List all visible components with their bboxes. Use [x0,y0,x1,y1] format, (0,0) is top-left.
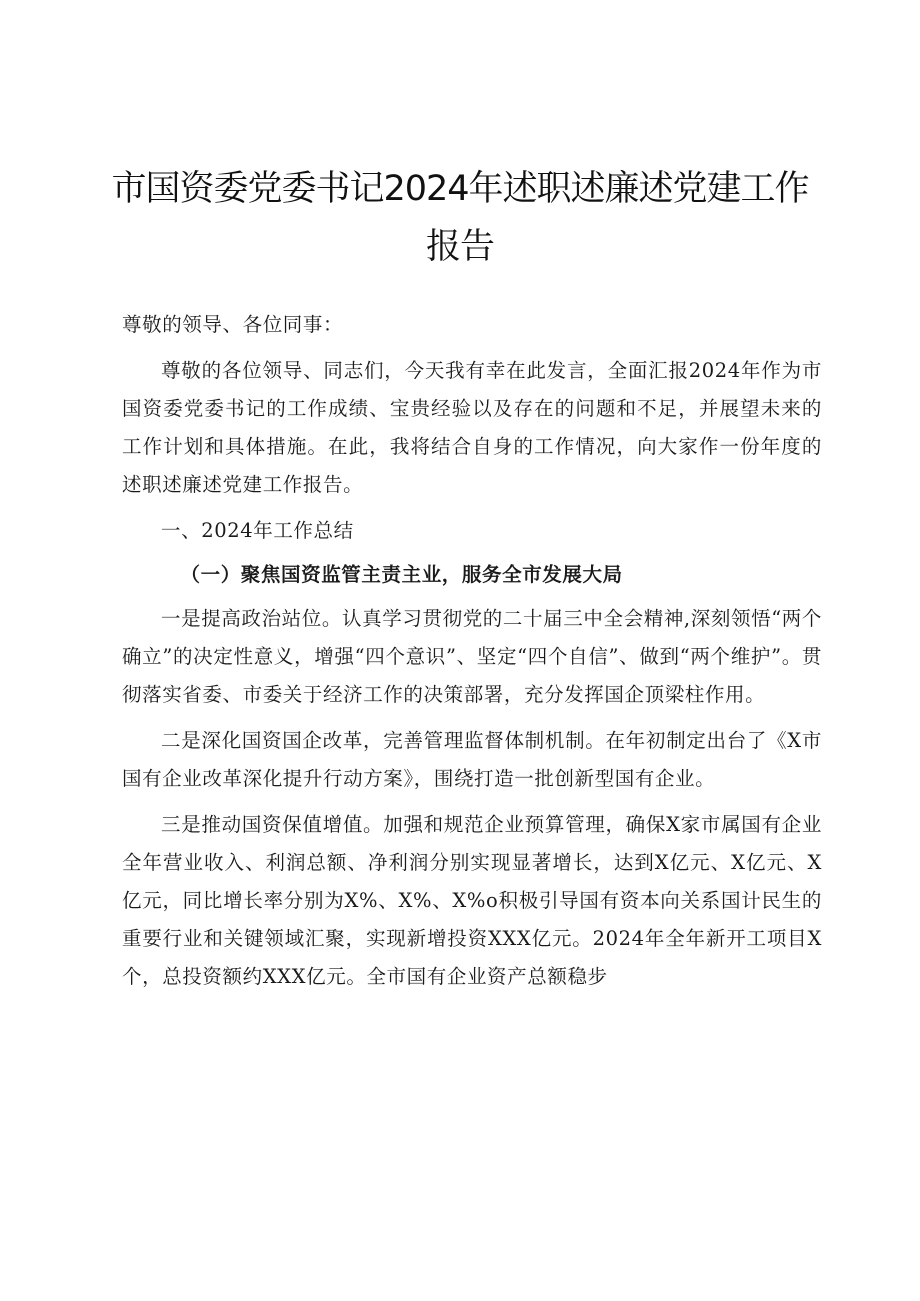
paragraph-political-stance: 一是提高政治站位。认真学习贯彻党的二十届三中全会精神,深刻领悟“两个确立”的决定性意义，增强“四个意识”、坚定“四个自信”、做到“两个维护”。贯彻落实省委、市委关于经济工作的决策部署，充分发挥国企顶梁柱作用。 [122,607,822,706]
subsection-heading: （一）聚焦国资监管主责主业，服务全市发展大局 [180,563,623,586]
section-heading: 一、2024年工作总结 [161,519,354,542]
salutation: 尊敬的领导、各位同事： [122,313,344,336]
document-title: 市国资委党委书记2024年述职述廉述党建工作报告 [111,169,809,267]
document-body [122,306,822,996]
intro-paragraph: 尊敬的各位领导、同志们，今天我有幸在此发言，全面汇报2024年作为市国资委党委书记的工作成绩、宝贵经验以及存在的问题和不足，并展望未来的工作计划和具体措施。在此，我将结合自身的工作情况，向大家作一份年度的述职述廉述党建工作报告。 [122,359,822,496]
paragraph-reform: 二是深化国资国企改革，完善管理监督体制机制。在年初制定出台了《X市国有企业改革深化提升行动方案》，围绕打造一批创新型国有企业。 [122,729,822,790]
paragraph-asset-value: 三是推动国资保值增值。加强和规范企业预算管理，确保X家市属国有企业全年营业收入、利润总额、净利润分别实现显著增长，达到X亿元、X亿元、X亿元，同比增长率分别为X%、X%、X%o积极引导国有资本向关系国计民生的重要行业和关键领域汇聚，实现新增投资XXX亿元。2024年全年新开工项目X个，总投资额约XXX亿元。全市国有企业资产总额稳步 [122,813,822,988]
